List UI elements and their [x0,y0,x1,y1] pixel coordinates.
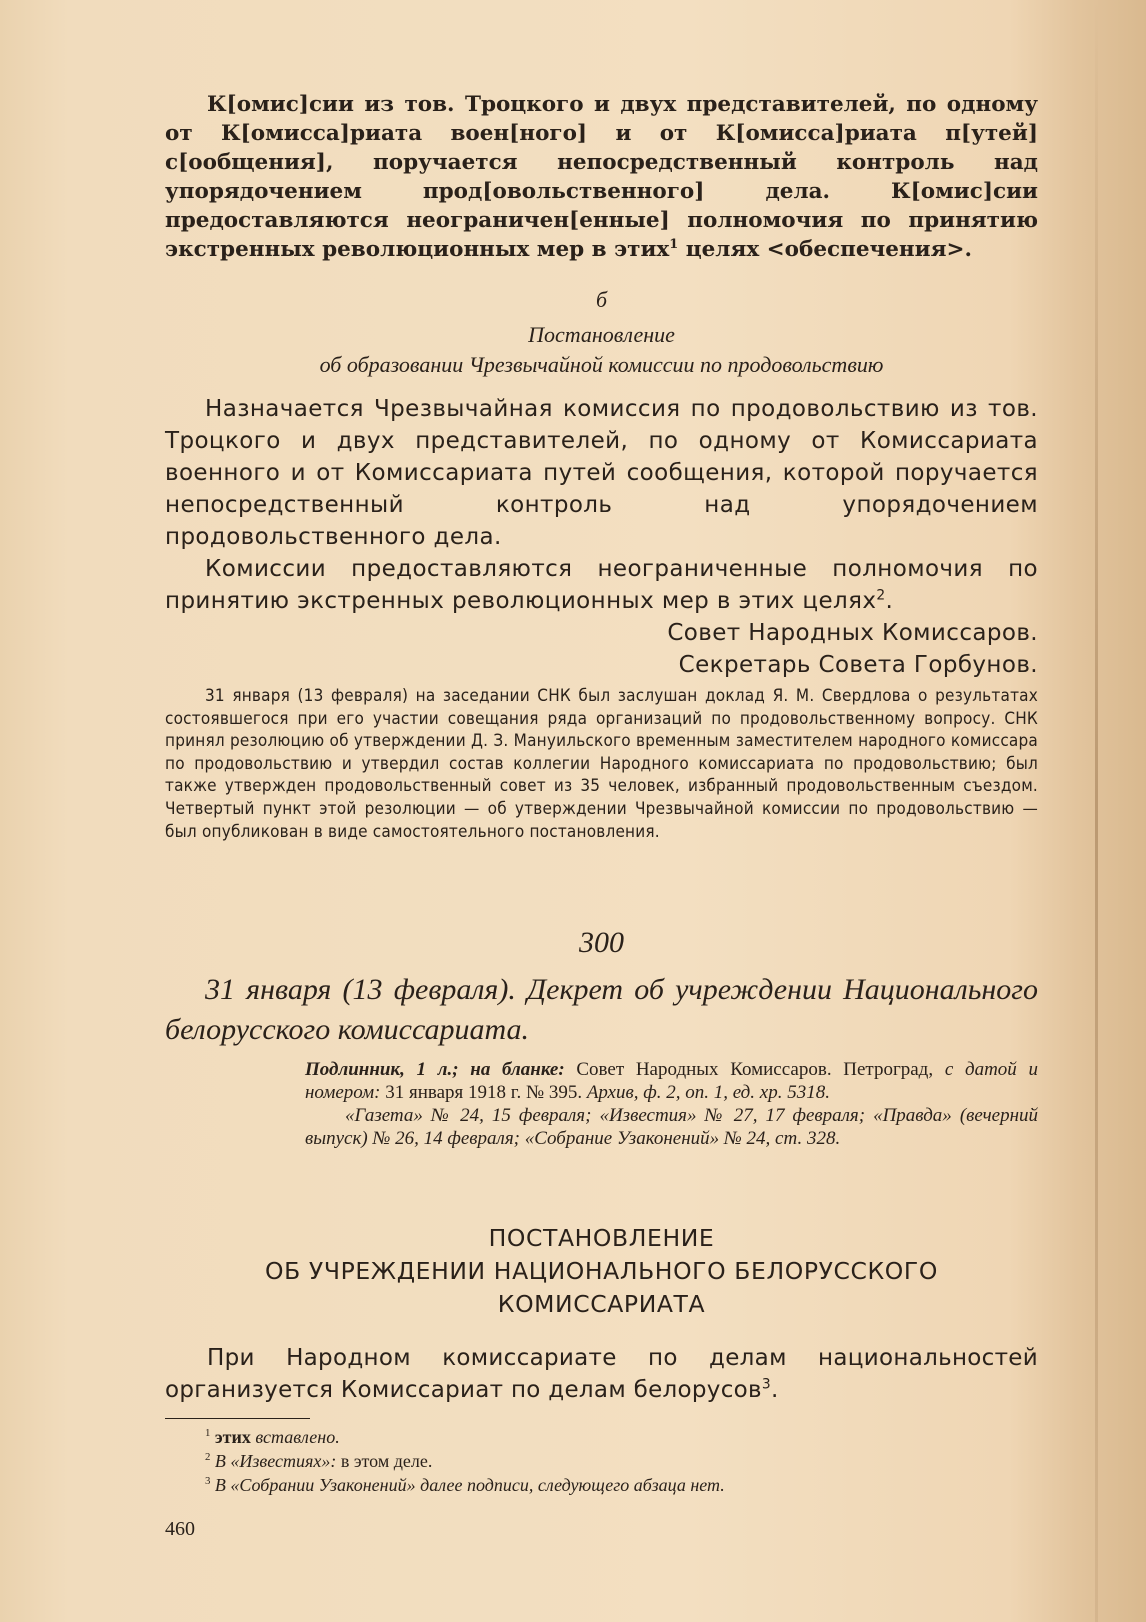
resolution-paragraph-2 [165,553,1038,617]
footnote-ref-3: 3 [761,1376,771,1393]
footnote-1 [165,1425,1038,1449]
commentary-text: 31 января (13 февраля) на заседании СНК был заслушан доклад Я. М. Свердлова о результатах состоявшегося при его участии совещания ряда организаций по продовольственному вопросу. СНК принял резолюцию об утверждении Д. З. Мануильского временным заместителем народного комиссара по продовольствию и утвердил состав коллегии Народного комиссариата по продовольствию; был также утвержден продовольственный совет из 35 человек, избранный продовольственным съездом. Четвертый пункт этой резолюции — об утверждении Чрезвычайной комиссии по продовольствию — был опубликован в виде самостоятельного постановления. [165,686,1038,842]
document-heading [165,970,1038,1050]
resolution-paragraph-2-end: . [885,588,894,614]
source-references [305,1058,1038,1150]
decree-body-end: . [770,1377,779,1403]
decree-body [165,1342,1038,1406]
editorial-commentary [165,685,1038,843]
source-label-2: с датой и номером: [305,1059,1038,1103]
resolution-paragraph-2-text: Комиссии предоставляются неограниченные полномочия по принятию экстренных революционных мер в этих целях [165,556,1038,614]
footnote-3-num: 3 [205,1475,211,1487]
footnote-1-note: вставлено. [250,1427,340,1447]
footnote-1-word: этих [214,1427,251,1447]
document-number: 300 [579,926,624,959]
footnote-2 [165,1449,1038,1473]
source-archive: Архив, ф. 2, оп. 1, ед. хр. 5318. [586,1082,830,1103]
page-spine-shadow [1095,0,1098,1622]
decree-title-line-1: ПОСТАНОВЛЕНИЕ [488,1224,715,1252]
page-number: 460 [165,1518,195,1540]
decree-body-text: При Народном комиссариате по делам национальностей организуется Комиссариат по делам белорусов [165,1345,1038,1403]
section-a-paragraph [165,90,1038,264]
signature-secretary: Секретарь Совета Горбунов. [678,652,1038,678]
source-text-2: 31 января 1918 г. № 395. [380,1082,587,1103]
decree-title [165,1222,1038,1321]
section-b-title: Постановление [528,322,675,347]
source-publications: «Газета» № 24, 15 февраля; «Известия» № 27, 17 февраля; «Правда» (вечерний выпуск) № 26, 14 февраля; «Собрание Узаконений» № 24, ст. 328. [305,1105,1038,1149]
section-b-heading [165,320,1038,380]
footnote-ref-1: 1 [669,236,679,252]
footnote-2-word: В «Известиях»: [214,1451,337,1471]
resolution-block [165,393,1038,681]
decree-title-line-2: ОБ УЧРЕЖДЕНИИ НАЦИОНАЛЬНОГО БЕЛОРУССКОГО [265,1257,938,1285]
source-text: Совет Народных Комиссаров. Петроград, [564,1059,945,1080]
footnote-divider [165,1418,310,1419]
section-a-text: К[омис]сии из тов. Троцкого и двух представителей, по одному от К[омисса]риата воен[ного] и от К[омисса]риата п[утей] с[ообщения], поручается непосредственный контроль над упорядочением прод[овольственного] дела. К[омис]сии предоставляются неограничен[енные] полномочия по принятию экстренных революционных мер в этих [165,92,1038,262]
source-original [305,1058,1038,1104]
section-b-subtitle: об образовании Чрезвычайной комиссии по продовольствию [319,352,884,377]
footnote-ref-2: 2 [876,587,886,604]
footnote-2-note: в этом деле. [336,1451,433,1471]
footnote-2-num: 2 [205,1451,211,1463]
section-b-letter: б [595,287,608,312]
decree-title-line-3: КОМИССАРИАТА [497,1290,706,1318]
source-label: Подлинник, 1 л.; на бланке: [305,1059,565,1080]
footnote-3 [165,1473,1038,1497]
section-a-text-end: целях <обеспечения>. [678,237,972,262]
resolution-paragraph-1: Назначается Чрезвычайная комиссия по продовольствию из тов. Троцкого и двух представителей, по одному от Комиссариата военного и от Комиссариата путей сообщения, которой поручается непосредственный контроль над упорядочением продовольственного дела. [165,396,1038,550]
footnotes [165,1425,1038,1497]
footnote-3-word: В «Собрании Узаконений» далее подписи, следующего абзаца нет. [214,1475,725,1495]
document-heading-text: 31 января (13 февраля). Декрет об учреждении Национального белорусского комиссариата. [165,973,1038,1046]
signature-council: Совет Народных Комиссаров. [667,620,1038,646]
footnote-1-num: 1 [205,1427,211,1439]
